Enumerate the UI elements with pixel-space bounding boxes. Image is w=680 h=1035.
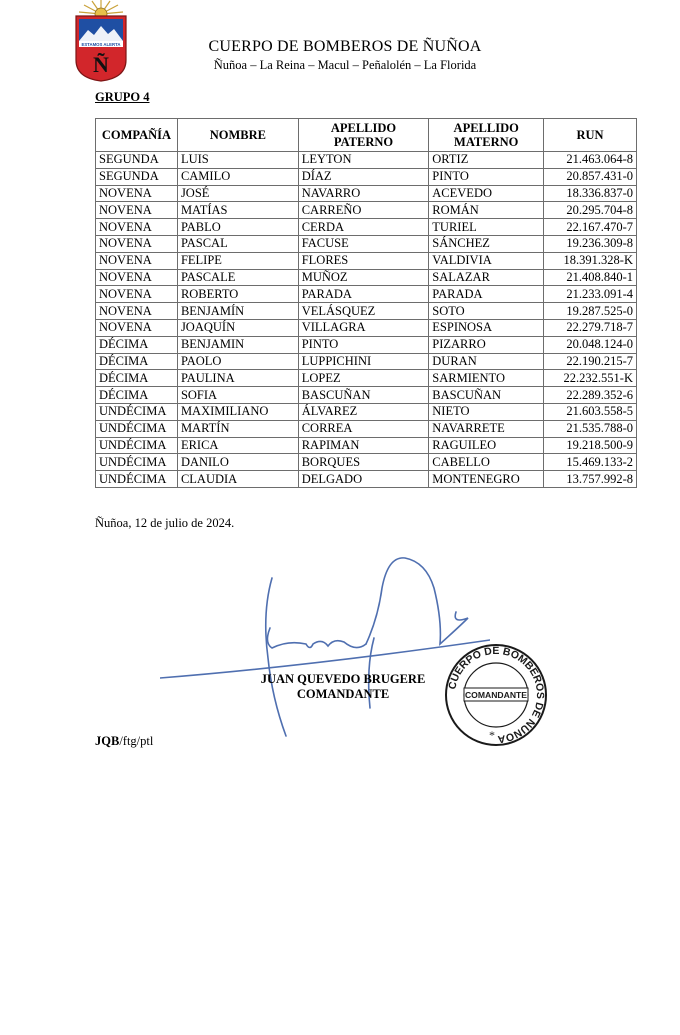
cell-run: 19.287.525-0 [544, 303, 637, 320]
cell-run: 19.236.309-8 [544, 235, 637, 252]
cell-nombre: PAULINA [177, 370, 298, 387]
cell-apellido-materno: DURAN [429, 353, 544, 370]
cell-run: 22.167.470-7 [544, 219, 637, 236]
cell-apellido-paterno: DÍAZ [298, 168, 429, 185]
cell-compania: DÉCIMA [96, 353, 178, 370]
cell-apellido-materno: PARADA [429, 286, 544, 303]
cell-compania: NOVENA [96, 202, 178, 219]
cell-apellido-paterno: BASCUÑAN [298, 387, 429, 404]
cell-nombre: LUIS [177, 152, 298, 169]
cell-compania: NOVENA [96, 319, 178, 336]
cell-run: 21.535.788-0 [544, 420, 637, 437]
cell-compania: NOVENA [96, 235, 178, 252]
cell-nombre: CLAUDIA [177, 471, 298, 488]
table-row [96, 202, 637, 219]
cell-compania: UNDÉCIMA [96, 420, 178, 437]
initials-author: JQB [95, 734, 120, 748]
cell-run: 21.463.064-8 [544, 152, 637, 169]
cell-compania: DÉCIMA [96, 336, 178, 353]
cell-nombre: MAXIMILIANO [177, 403, 298, 420]
table-row [96, 420, 637, 437]
stamp-center-text: COMANDANTE [464, 690, 528, 700]
cell-nombre: PASCALE [177, 269, 298, 286]
cell-nombre: PAOLO [177, 353, 298, 370]
cell-nombre: SOFIA [177, 387, 298, 404]
table-row [96, 185, 637, 202]
cell-apellido-paterno: CARREÑO [298, 202, 429, 219]
cell-apellido-materno: ORTIZ [429, 152, 544, 169]
table-row [96, 336, 637, 353]
cell-apellido-paterno: VELÁSQUEZ [298, 303, 429, 320]
cell-run: 22.190.215-7 [544, 353, 637, 370]
cell-run: 21.233.091-4 [544, 286, 637, 303]
cell-nombre: PASCAL [177, 235, 298, 252]
signer-role: COMANDANTE [296, 687, 390, 701]
cell-compania: NOVENA [96, 286, 178, 303]
table-row [96, 319, 637, 336]
cell-apellido-materno: ACEVEDO [429, 185, 544, 202]
table-row [96, 370, 637, 387]
cell-nombre: DANILO [177, 454, 298, 471]
header-compania: COMPAÑÍA [96, 119, 178, 152]
cell-run: 22.289.352-6 [544, 387, 637, 404]
header-materno-line1: APELLIDO [453, 121, 519, 135]
organization-communes: Ñuñoa – La Reina – Macul – Peñalolén – La Florida [213, 58, 477, 72]
header-paterno-line1: APELLIDO [330, 121, 397, 135]
cell-compania: SEGUNDA [96, 152, 178, 169]
cell-nombre: BENJAMIN [177, 336, 298, 353]
crest-letter: Ñ [93, 52, 109, 77]
table-row [96, 219, 637, 236]
header-paterno-line2: PATERNO [333, 135, 394, 149]
cell-nombre: JOAQUÍN [177, 319, 298, 336]
cell-run: 22.279.718-7 [544, 319, 637, 336]
table-row [96, 437, 637, 454]
cell-compania: UNDÉCIMA [96, 403, 178, 420]
table-row [96, 168, 637, 185]
cell-apellido-materno: MONTENEGRO [429, 471, 544, 488]
cell-run: 18.336.837-0 [544, 185, 637, 202]
signer-block [248, 672, 438, 702]
cell-apellido-paterno: PINTO [298, 336, 429, 353]
cell-apellido-materno: TURIEL [429, 219, 544, 236]
cell-apellido-paterno: ÁLVAREZ [298, 403, 429, 420]
cell-nombre: PABLO [177, 219, 298, 236]
cell-nombre: MATÍAS [177, 202, 298, 219]
cell-apellido-materno: VALDIVIA [429, 252, 544, 269]
header-run: RUN [544, 119, 637, 152]
cell-apellido-materno: SÁNCHEZ [429, 235, 544, 252]
table-row [96, 353, 637, 370]
cell-apellido-materno: SARMIENTO [429, 370, 544, 387]
cell-compania: DÉCIMA [96, 387, 178, 404]
table-row [96, 252, 637, 269]
cell-compania: NOVENA [96, 252, 178, 269]
cell-nombre: MARTÍN [177, 420, 298, 437]
cell-apellido-materno: ESPINOSA [429, 319, 544, 336]
cell-apellido-materno: PIZARRO [429, 336, 544, 353]
handwritten-signature [160, 548, 490, 738]
cell-apellido-paterno: PARADA [298, 286, 429, 303]
header-apellido-paterno [298, 119, 429, 152]
cell-run: 20.857.431-0 [544, 168, 637, 185]
table-row [96, 235, 637, 252]
stamp-star-icon: * [489, 728, 495, 742]
official-stamp [444, 643, 548, 747]
cell-apellido-paterno: LUPPICHINI [298, 353, 429, 370]
table-header-row [96, 119, 637, 152]
cell-apellido-paterno: FLORES [298, 252, 429, 269]
cell-compania: UNDÉCIMA [96, 471, 178, 488]
header-materno-line2: MATERNO [454, 135, 519, 149]
cell-apellido-paterno: FACUSE [298, 235, 429, 252]
cell-apellido-materno: SALAZAR [429, 269, 544, 286]
cell-run: 18.391.328-K [544, 252, 637, 269]
cell-run: 21.603.558-5 [544, 403, 637, 420]
table-row [96, 152, 637, 169]
cell-run: 15.469.133-2 [544, 454, 637, 471]
cell-apellido-materno: ROMÁN [429, 202, 544, 219]
organization-title: CUERPO DE BOMBEROS DE ÑUÑOA [208, 38, 482, 55]
cell-run: 22.232.551-K [544, 370, 637, 387]
cell-compania: UNDÉCIMA [96, 454, 178, 471]
roster-table [95, 118, 637, 488]
table-row [96, 303, 637, 320]
cell-run: 20.048.124-0 [544, 336, 637, 353]
cell-apellido-paterno: DELGADO [298, 471, 429, 488]
reference-initials [95, 734, 153, 749]
cell-compania: NOVENA [96, 303, 178, 320]
table-row [96, 387, 637, 404]
stamp-ring-text: CUERPO DE BOMBEROS DE ÑUÑOA [446, 644, 547, 746]
cell-compania: NOVENA [96, 269, 178, 286]
cell-apellido-materno: CABELLO [429, 454, 544, 471]
cell-compania: UNDÉCIMA [96, 437, 178, 454]
cell-run: 21.408.840-1 [544, 269, 637, 286]
initials-typists: /ftg/ptl [119, 734, 154, 748]
header-nombre: NOMBRE [177, 119, 298, 152]
fire-brigade-crest-logo [74, 0, 128, 82]
table-row [96, 269, 637, 286]
cell-apellido-paterno: MUÑOZ [298, 269, 429, 286]
cell-compania: SEGUNDA [96, 168, 178, 185]
table-row [96, 471, 637, 488]
cell-apellido-paterno: LOPEZ [298, 370, 429, 387]
cell-nombre: BENJAMÍN [177, 303, 298, 320]
cell-compania: NOVENA [96, 219, 178, 236]
header-apellido-materno [429, 119, 544, 152]
cell-compania: DÉCIMA [96, 370, 178, 387]
signer-name: JUAN QUEVEDO BRUGERE [260, 672, 426, 686]
place-and-date: Ñuñoa, 12 de julio de 2024. [95, 516, 235, 530]
cell-run: 19.218.500-9 [544, 437, 637, 454]
cell-apellido-materno: SOTO [429, 303, 544, 320]
roster-body [96, 152, 637, 488]
cell-apellido-paterno: BORQUES [298, 454, 429, 471]
table-row [96, 286, 637, 303]
cell-apellido-materno: BASCUÑAN [429, 387, 544, 404]
cell-apellido-materno: RAGUILEO [429, 437, 544, 454]
table-row [96, 454, 637, 471]
cell-apellido-paterno: NAVARRO [298, 185, 429, 202]
cell-apellido-paterno: CORREA [298, 420, 429, 437]
cell-apellido-materno: NIETO [429, 403, 544, 420]
cell-run: 13.757.992-8 [544, 471, 637, 488]
cell-nombre: ERICA [177, 437, 298, 454]
cell-run: 20.295.704-8 [544, 202, 637, 219]
cell-nombre: CAMILO [177, 168, 298, 185]
cell-apellido-materno: NAVARRETE [429, 420, 544, 437]
table-row [96, 403, 637, 420]
cell-nombre: FELIPE [177, 252, 298, 269]
cell-apellido-paterno: VILLAGRA [298, 319, 429, 336]
crest-motto: ESTAMOS ALERTA [81, 41, 121, 47]
group-title: GRUPO 4 [95, 90, 150, 104]
cell-compania: NOVENA [96, 185, 178, 202]
cell-apellido-paterno: RAPIMAN [298, 437, 429, 454]
cell-apellido-paterno: CERDA [298, 219, 429, 236]
cell-apellido-materno: PINTO [429, 168, 544, 185]
cell-apellido-paterno: LEYTON [298, 152, 429, 169]
cell-nombre: ROBERTO [177, 286, 298, 303]
cell-nombre: JOSÉ [177, 185, 298, 202]
